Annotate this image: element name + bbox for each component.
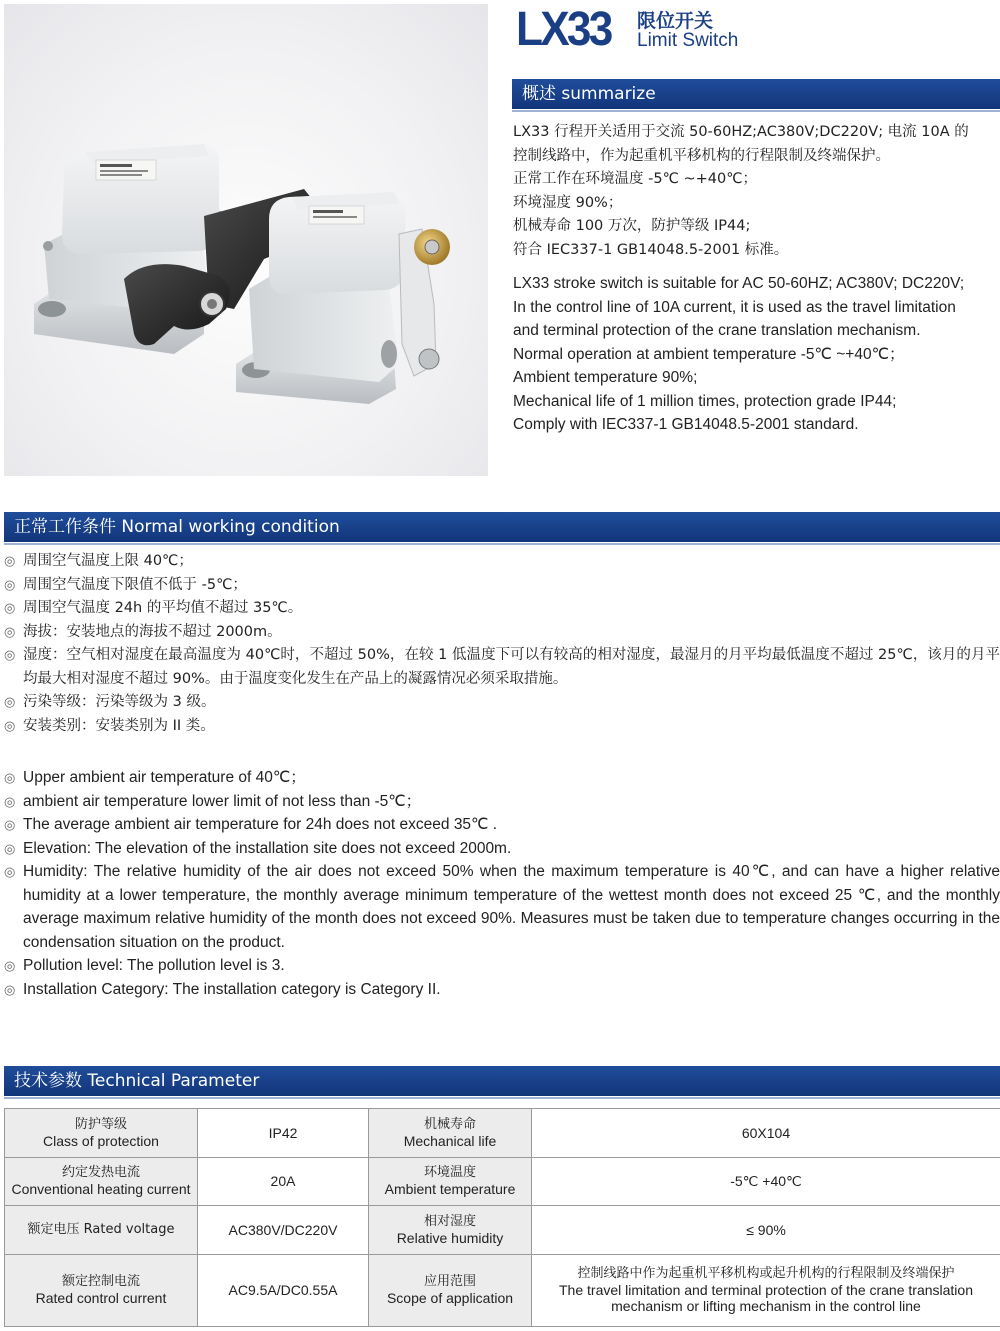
bullet-icon: ◎ — [4, 718, 16, 734]
bullet-icon: ◎ — [4, 817, 16, 832]
limit-switch-illustration — [4, 4, 488, 476]
condition-text: 湿度：空气相对湿度在最高温度为 40℃时，不超过 50%，在较 1 低温度下可以有较高的相对湿度，最湿月的月平均最低温度不超过 25℃，该月的月平均最大相对湿度不超过 90%。由于温度变化发生在产品上的凝露情况必须采取措施。 — [23, 647, 1000, 687]
bullet-icon: ◎ — [4, 958, 16, 973]
model-number: LX33 — [516, 3, 611, 56]
param-label-cell — [369, 1206, 532, 1255]
list-item — [4, 860, 1000, 954]
summary-en-line: LX33 stroke switch is suitable for AC 50-60HZ; AC380V; DC220V; — [513, 275, 965, 292]
conditions-cn-list — [4, 550, 1000, 738]
condition-text: ambient air temperature lower limit of not less than -5℃； — [23, 792, 422, 810]
bullet-icon: ◎ — [4, 624, 16, 640]
label-en: Rated control current — [35, 1290, 167, 1307]
conditions-en-list — [4, 766, 1000, 1001]
summary-section-header: 概述 summarize — [512, 79, 1000, 109]
param-value-cell: 20A — [198, 1157, 369, 1206]
label-cn: 额定电压 Rated voltage — [27, 1221, 175, 1237]
param-label-cell — [5, 1206, 198, 1255]
label-en: Mechanical life — [403, 1132, 497, 1149]
label-en: Relative humidity — [396, 1229, 504, 1246]
table-row — [5, 1109, 1000, 1158]
label-en: Class of protection — [43, 1132, 159, 1149]
param-label-cell — [369, 1254, 532, 1326]
summary-cn-line: 符合 IEC337-1 GB14048.5-2001 标准。 — [513, 241, 789, 258]
condition-text: Elevation: The elevation of the installation site does not exceed 2000m. — [23, 839, 512, 857]
bullet-icon: ◎ — [4, 601, 16, 616]
bullet-icon: ◎ — [4, 981, 16, 997]
param-label-cell — [5, 1254, 198, 1326]
product-title-en: Limit Switch — [637, 30, 739, 51]
summary-en-line: and terminal protection of the crane translation mechanism. — [513, 322, 921, 339]
condition-text: 污染等级：污染等级为 3 级。 — [23, 694, 216, 710]
table-row — [5, 1254, 1000, 1326]
label-en: Scope of application — [386, 1290, 514, 1307]
table-row — [5, 1157, 1000, 1206]
param-label-cell — [5, 1109, 198, 1158]
param-value-cell — [532, 1254, 1000, 1326]
condition-text: Upper ambient air temperature of 40℃； — [23, 769, 306, 786]
list-item — [4, 621, 1000, 645]
summary-en-line: Normal operation at ambient temperature -5℃ ~+40℃； — [513, 345, 905, 363]
label-cn: 额定控制电流 — [61, 1274, 140, 1290]
label-en: Conventional heating current — [11, 1181, 191, 1198]
product-title-cn: 限位开关 — [637, 10, 714, 32]
value-text: 60X104 — [741, 1124, 791, 1141]
label-en: Ambient temperature — [384, 1181, 516, 1198]
condition-text: Installation Category: The installation category is Category II. — [23, 980, 441, 998]
param-label-cell — [369, 1157, 532, 1206]
condition-text: Pollution level: The pollution level is 3. — [23, 957, 285, 974]
summary-cn-line: LX33 行程开关适用于交流 50-60HZ;AC380V;DC220V; 电流 10A 的 — [513, 124, 969, 140]
conditions-section-header: 正常工作条件 Normal working condition — [4, 512, 1000, 542]
technical-section-header: 技术参数 Technical Parameter — [4, 1066, 1000, 1096]
list-item — [4, 550, 1000, 574]
value-en: The travel limitation and terminal protection of the crane translation mechanism or lifting mechanism in the control line — [559, 1282, 973, 1315]
list-item — [4, 837, 1000, 861]
summary-cn-text — [513, 121, 1000, 262]
list-item — [4, 644, 1000, 691]
value-cn: 控制线路中作为起重机平移机构或起升机构的行程限制及终端保护 — [577, 1266, 955, 1282]
label-cn: 防护等级 — [74, 1116, 127, 1132]
list-item — [4, 766, 1000, 790]
summary-cn-line: 机械寿命 100 万次，防护等级 IP44; — [513, 218, 751, 234]
param-label-cell — [5, 1157, 198, 1206]
bullet-icon: ◎ — [4, 864, 16, 879]
condition-text: 安装类别：安装类别为 II 类。 — [23, 717, 215, 734]
value-text: ≤ 90% — [746, 1221, 786, 1238]
list-item — [4, 597, 1000, 621]
condition-text: 周围空气温度下限值不低于 -5℃； — [23, 576, 247, 593]
summary-cn-line: 环境湿度 90%； — [513, 194, 623, 211]
param-value-cell: AC9.5A/DC0.55A — [198, 1254, 369, 1326]
value-text: -5℃ +40℃ — [730, 1173, 802, 1190]
condition-text: 周围空气温度上限 40℃； — [23, 553, 193, 569]
list-item — [4, 790, 1000, 814]
bullet-icon: ◎ — [4, 770, 16, 785]
list-item — [4, 954, 1000, 978]
summary-en-text — [513, 272, 1000, 437]
label-cn: 机械寿命 — [423, 1116, 476, 1132]
list-item — [4, 574, 1000, 598]
label-cn: 相对湿度 — [423, 1213, 476, 1229]
summary-cn-line: 控制线路中，作为起重机平移机构的行程限制及终端保护。 — [513, 147, 890, 164]
summary-en-line: In the control line of 10A current, it is used as the travel limitation — [513, 298, 956, 316]
summary-en-line: Mechanical life of 1 million times, protection grade IP44; — [513, 392, 897, 410]
technical-parameter-table — [4, 1108, 1000, 1327]
list-item — [4, 715, 1000, 739]
label-cn: 环境温度 — [423, 1165, 476, 1181]
bullet-icon: ◎ — [4, 793, 16, 809]
bullet-icon: ◎ — [4, 577, 16, 593]
condition-text: Humidity: The relative humidity of the air does not exceed 50% when the maximum temperature is 40℃, and can have a higher relative humidity at a lower temperature, the monthly average minimum temperature of the wettest month does not exceed 25 ℃, and the monthly average maximum relative humidity of the month does not exceed 90%. Measures must be taken due to temperature changes occurring in the condensation situation on the product. — [23, 863, 1000, 951]
product-photo — [4, 4, 488, 476]
param-value-cell — [532, 1206, 1000, 1255]
list-item — [4, 813, 1000, 837]
param-value-cell: IP42 — [198, 1109, 369, 1158]
list-item — [4, 978, 1000, 1002]
table-row — [5, 1206, 1000, 1255]
label-cn: 约定发热电流 — [61, 1165, 140, 1181]
condition-text: 周围空气温度 24h 的平均值不超过 35℃。 — [23, 600, 303, 616]
bullet-icon: ◎ — [4, 648, 16, 663]
condition-text: The average ambient air temperature for 24h does not exceed 35℃ . — [23, 816, 498, 833]
bullet-icon: ◎ — [4, 695, 16, 710]
param-label-cell — [369, 1109, 532, 1158]
bullet-icon: ◎ — [4, 554, 16, 569]
summary-en-line: Ambient temperature 90%; — [513, 369, 698, 386]
param-value-cell — [532, 1157, 1000, 1206]
condition-text: 海拔：安装地点的海拔不超过 2000m。 — [23, 623, 282, 640]
summary-en-line: Comply with IEC337-1 GB14048.5-2001 standard. — [513, 416, 859, 433]
param-value-cell: AC380V/DC220V — [198, 1206, 369, 1255]
summary-cn-line: 正常工作在环境温度 -5℃ ~+40℃； — [513, 171, 757, 187]
label-cn: 应用范围 — [423, 1274, 476, 1290]
param-value-cell — [532, 1109, 1000, 1158]
bullet-icon: ◎ — [4, 840, 16, 856]
list-item — [4, 691, 1000, 715]
